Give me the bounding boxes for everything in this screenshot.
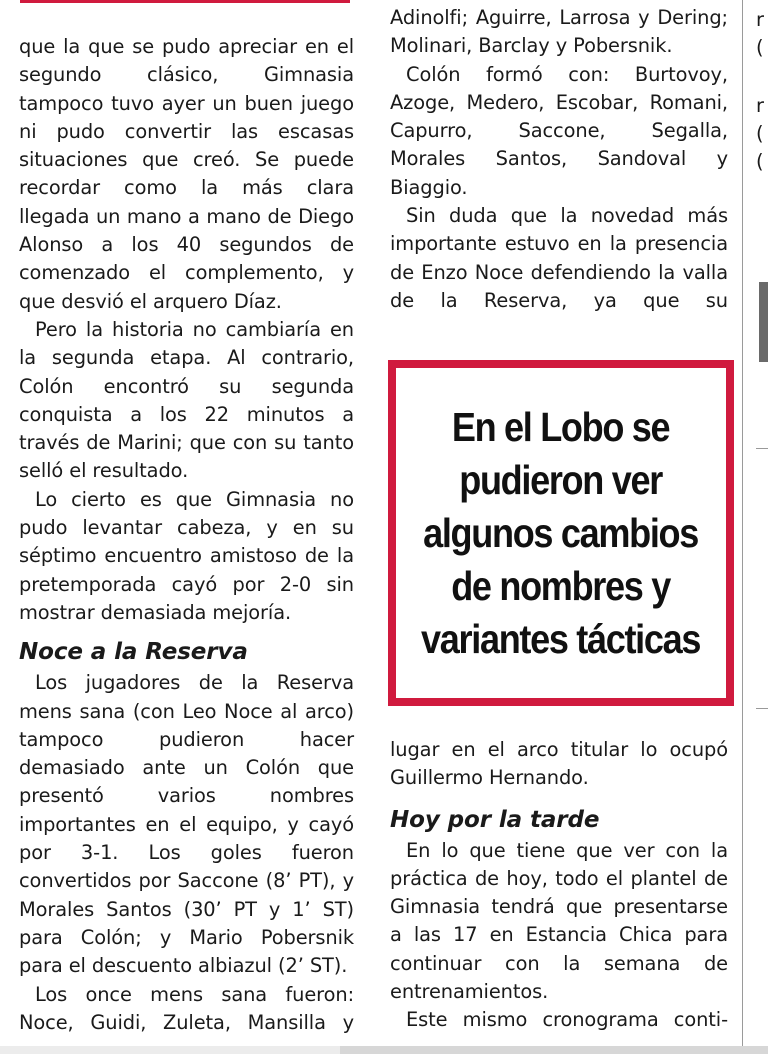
photo-edge bbox=[759, 282, 768, 362]
paragraph: que la que se pudo apreciar en el segundo clásico, Gimnasia tampoco tuvo ayer un buen juego ni pudo convertir las escasas situaciones que creó. Se puede recordar como la más clara llegada un mano a mano de Diego Alonso a los 40 segundos de comenzado el complemento, y que desvió el arquero Díaz. bbox=[19, 35, 354, 313]
subheading: Noce a la Reserva bbox=[19, 639, 248, 666]
paragraph: Lo cierto es que Gimnasia no pudo levantar cabeza, y en su séptimo encuentro amistoso de la pretemporada cayó por 2-0 sin mostrar demasiada mejoría. bbox=[19, 487, 354, 624]
rule-fragment bbox=[756, 448, 768, 449]
column-divider bbox=[742, 0, 743, 1054]
pull-quote-text bbox=[421, 401, 700, 666]
paragraph: Sin duda que la novedad más importante estuvo en la presencia de Enzo Noce defendiendo la valla de la Reserva, ya que su bbox=[390, 204, 728, 312]
paragraph: Este mismo cronograma conti- bbox=[406, 1008, 728, 1032]
subheading: Hoy por la tarde bbox=[390, 806, 600, 833]
pull-quote-line: de nombres y bbox=[451, 562, 671, 609]
paragraph: Los jugadores de la Reserva mens sana (con Leo Noce al arco) tampoco pudieron hacer demasiado ante un Colón que presentó varios nombres importantes en el equipo, y cayó por 3-1. Los goles fueron convertidos por Saccone (8’ PT), y Morales Santos (30’ PT y 1’ ST) para Colón; y Mario Pobersnik para el descuento albiazul (2’ ST). bbox=[19, 671, 354, 978]
pull-quote-line: pudieron ver bbox=[459, 456, 663, 503]
paragraph: Adinolfi; Aguirre, Larrosa y Dering; Molinari, Barclay y Pobersnik. bbox=[390, 6, 728, 58]
rule-fragment bbox=[756, 708, 768, 709]
article-column-2-top bbox=[390, 4, 728, 315]
text-fragment: ( bbox=[756, 122, 764, 145]
article-column-2-bottom bbox=[390, 736, 728, 1035]
pull-quote-line: En el Lobo se bbox=[452, 403, 670, 450]
text-fragment: ( bbox=[756, 150, 764, 173]
pull-quote-line: algunos cambios bbox=[423, 509, 699, 556]
paragraph: En lo que tiene que ver con la práctica de hoy, todo el plantel de Gimnasia tendrá que presentarse a las 17 en Estancia Chica para continuar con la semana de entrenamientos. bbox=[390, 838, 728, 1004]
article-column-1 bbox=[19, 33, 354, 1037]
paragraph: Colón formó con: Burtovoy, Azoge, Medero, Escobar, Romani, Capurro, Saccone, Segalla, Morales Santos, Sandoval y Biaggio. bbox=[390, 62, 728, 199]
text-fragment: r bbox=[756, 8, 764, 31]
text-fragment: ( bbox=[756, 36, 764, 59]
paragraph: lugar en el arco titular lo ocupó Guillermo Hernando. bbox=[390, 738, 728, 790]
scrollbar-track[interactable] bbox=[0, 1046, 768, 1054]
top-accent-rule bbox=[20, 0, 350, 3]
paragraph: Los once mens sana fueron: Noce, Guidi, Zuleta, Mansilla y bbox=[19, 982, 354, 1034]
scrollbar-thumb[interactable] bbox=[340, 1046, 768, 1054]
paragraph: Pero la historia no cambiaría en la segunda etapa. Al contrario, Colón encontró su segunda conquista a los 22 minutos a través de Marini; que con su tanto selló el resultado. bbox=[19, 317, 354, 483]
pull-quote-line: variantes tácticas bbox=[421, 615, 701, 662]
pull-quote-box bbox=[388, 360, 734, 706]
adjacent-column-edge bbox=[742, 0, 768, 1054]
text-fragment: r bbox=[756, 94, 764, 117]
